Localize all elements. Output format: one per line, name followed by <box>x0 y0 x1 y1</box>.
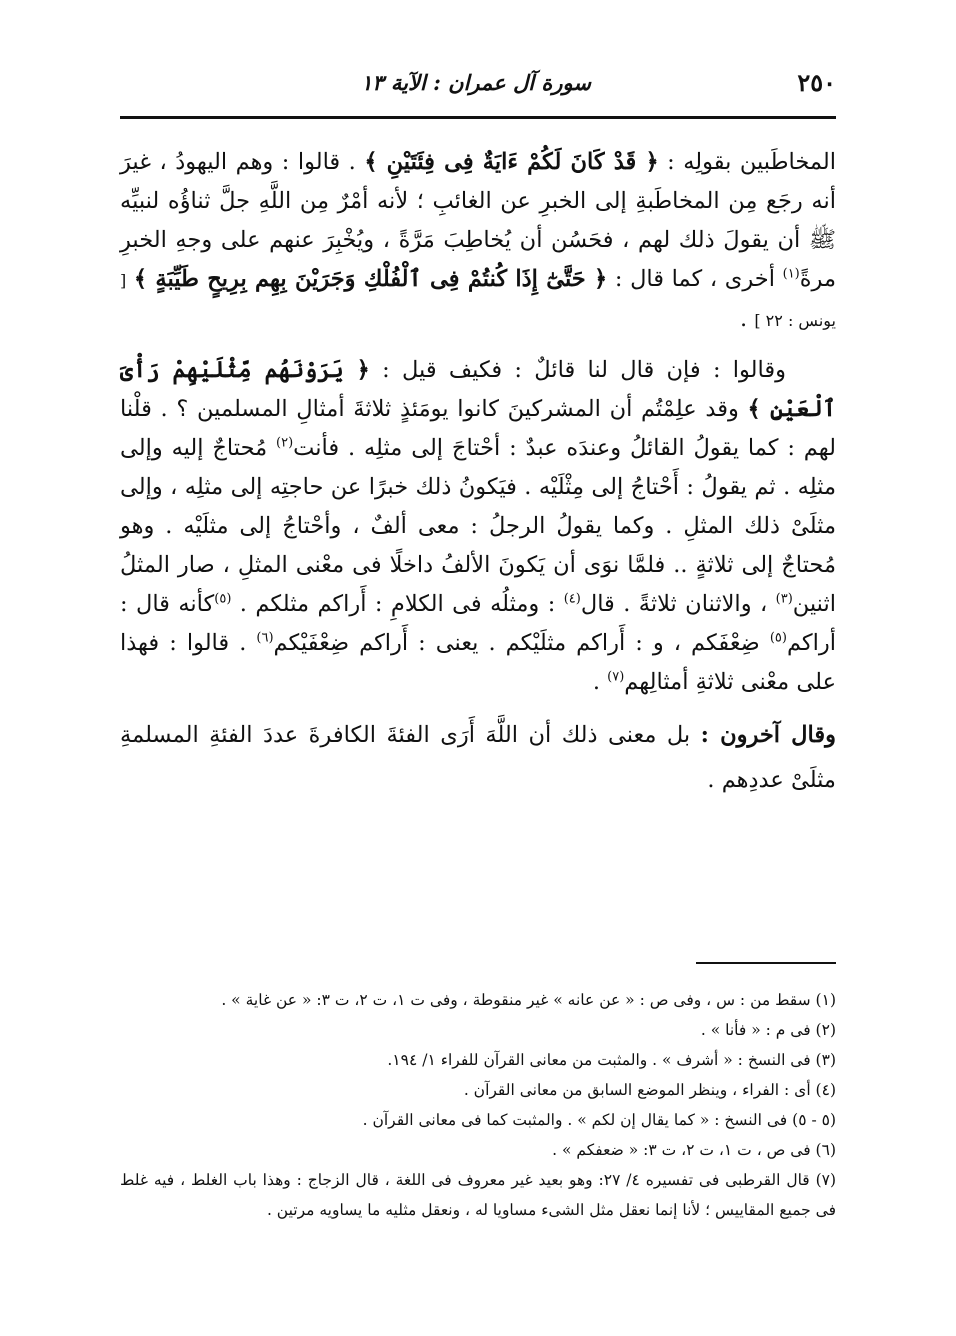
text-run: كأنه قال : أراكم <box>120 591 837 656</box>
text-run: ضِعْفَكم ، و : أَراكم مثلَيْكم . يعنى : أَراكم ضِعْفَيْكم <box>273 630 760 656</box>
footnote-ref: (١) <box>782 266 800 282</box>
footnote-ref: (٦) <box>256 630 274 646</box>
footnotes <box>120 985 836 1225</box>
footnote-6: (٦) فى ص ، ت ١، ت ٢، ت ٣: « ضعفكم » . <box>552 1141 836 1159</box>
text-run: المخاطَبين بقولِه : <box>667 149 836 175</box>
main-text <box>120 143 836 803</box>
quran-verse: ﴿ حَتَّىٰٓ إِذَا كُنتُمْ فِى ٱلْفُلْكِ وَجَرَيْنَ بِهِم بِرِيحٍ طَيِّبَةٍ ﴾ <box>133 266 608 292</box>
page-number: ٢٥٠ <box>797 68 836 97</box>
running-title: سورة آل عمران : الآية ١٣ <box>361 70 591 95</box>
text-run: وقد علِمْتُم أن المشركينَ كانوا يومَئذٍ ثلاثةَ أمثالِ المسلمين ؟ . قلْنا لهم : كما يقولُ القائلُ وعندَه عبدٌ : أحْتاجَ إلى مثلِه . فأنت <box>120 396 837 461</box>
footnote-ref: (٥) <box>769 630 787 646</box>
footnote-ref: (٣) <box>775 591 793 607</box>
footnote-7: (٧) قال القرطبى فى تفسيره ٤/ ٢٧: وهو بعيد غير معروف فى اللغة ، قال الزجاج : وهذا باب الغلط ، فيه غلط فى جميع المقاييس ؛ لأنا إنما نعقل مثل الشىء مساويا له ، ونعقل مثليه ما يساويه مرتين . <box>120 1171 837 1219</box>
footnote-3: (٣) فى النسخ : « أشرف » . والمثبت من معانى القرآن للفراء ١/ ١٩٤. <box>387 1051 836 1069</box>
footnote-1: (١) سقط من : س ، وفى ص : « عن عانه » غير منقوطة ، وفى ت ١، ت ٢، ت ٣: « عن غاية » . <box>221 991 836 1009</box>
footnote-separator <box>696 962 836 964</box>
quran-verse: ﴿ قَدْ كَانَ لَكُمْ ءَايَةٌ فِى فِئَتَيْنِ ﴾ <box>364 149 659 175</box>
header-rule <box>120 116 836 119</box>
verse-reference: [ يونس : ٢٢ ] <box>120 271 836 330</box>
paragraph-2 <box>120 351 836 702</box>
text-run: أخرى ، كما قال : <box>614 266 775 292</box>
text-run: وقالوا : فإن قال لنا قائلٌ : فكيف قيل : <box>382 357 787 383</box>
page-header <box>120 62 836 102</box>
footnote-ref: (٧) <box>607 669 625 685</box>
paragraph-3 <box>120 713 836 803</box>
footnote-2: (٢) فى م : « فأنا » . <box>700 1021 836 1039</box>
footnote-4: (٤) أى : الفراء ، وينظر الموضع السابق من معانى القرآن . <box>463 1081 836 1099</box>
footnote-5: (٥ - ٥) فى النسخ : « كما يقال إن لكم » . والمثبت كما فى معانى القرآن . <box>362 1111 836 1129</box>
text-run: ، والاثنان ثلاثةً . قال <box>580 591 768 617</box>
text-run: . <box>592 669 600 695</box>
text-run: : ومثلُه فى الكلامِ : أَراكم مثلكم . <box>239 591 556 617</box>
quran-verse: ﴿ يَرَوْنَهُم مِّثْلَيْهِمْ رَأْىَ ٱلْعَيْنِ ﴾ <box>120 357 836 422</box>
footnote-ref: (٤) <box>563 591 581 607</box>
paragraph-lead: وقال آخرون : <box>700 722 836 748</box>
text-run: . قالوا : فهذا على معْنى ثلاثةِ أمثالِهم <box>120 630 836 695</box>
footnote-ref: (٢) <box>276 435 294 451</box>
footnote-ref: (٥) <box>214 591 232 607</box>
paragraph-1 <box>120 143 836 340</box>
text-run: . قالوا : وهم اليهودُ ، غيرَ أنه رجَع مِن المخاطَبةِ إلى الخبرِ عن الغائبِ ؛ لأنه أمْرٌ مِن اللَّهِ جلَّ ثناؤُه لنبيِّه ﷺ أن يقولَ ذلك لهم ، فحَسُن أن يُخاطِبَ مَرَّةً ، ويُخْبِرَ عنهم على وجهِ الخبرِ مرةً <box>120 149 837 292</box>
text-run: مُحتاجٌ إليه وإلى مثلِه . ثم يقولُ : أَحْتاجُ إلى مِثْلَيْه . فيَكونُ ذلك خبرًا عن حاجتِه إلى مثلِه ، وإلى مثلَىْ ذلك المثلِ . وكما يقولُ الرجلُ : معى ألفٌ ، وأحْتاجُ إلى مثلَيْه . وهو مُحتاجٌ إلى ثلاثةٍ .. فلمَّا نوَى أن يَكونَ الألفُ داخلًا فى معْنى المثلِ ، صار المثلُ اثنين <box>120 435 836 617</box>
text-run: بل معنى ذلك أن اللَّهَ أَرَى الفئةَ الكافرةَ عددَ الفئةِ المسلمةِ مثلَىْ عددِهم . <box>120 722 836 793</box>
text-run: . <box>740 306 748 332</box>
